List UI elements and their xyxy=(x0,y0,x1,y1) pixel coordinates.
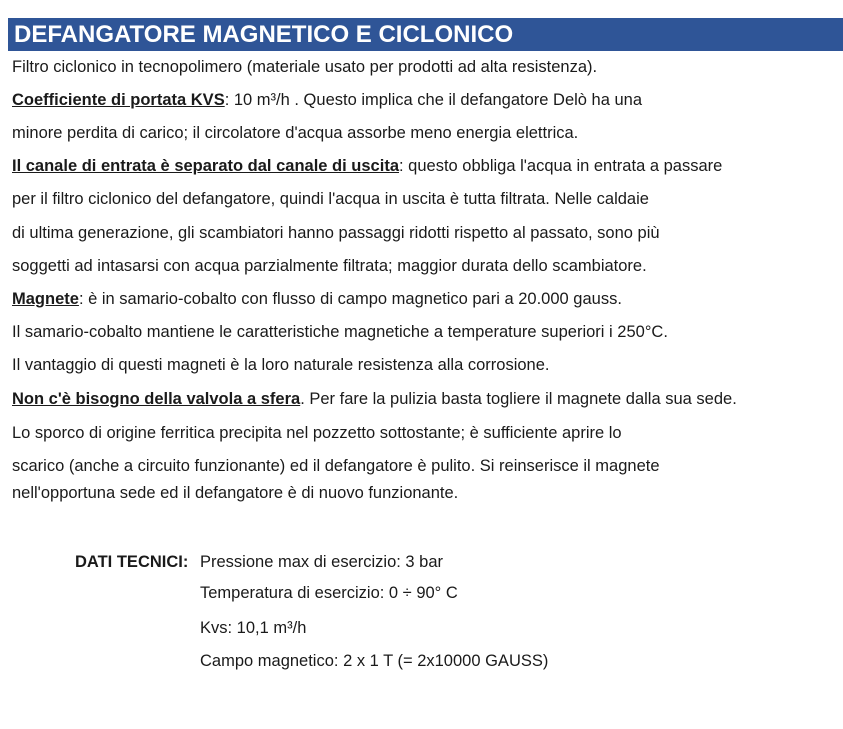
text-line-magnet-cont-2: Il vantaggio di questi magneti è la loro naturale resistenza alla corrosione. xyxy=(12,356,550,374)
magnet-heading: Magnete xyxy=(12,290,79,308)
text-line-kvs xyxy=(12,90,642,110)
valve-heading: Non c'è bisogno della valvola a sfera xyxy=(12,390,301,408)
page-title: DEFANGATORE MAGNETICO E CICLONICO xyxy=(8,18,843,51)
channel-text: : questo obbliga l'acqua in entrata a passare xyxy=(399,157,723,175)
text-line-valve xyxy=(12,389,737,409)
text-line-magnet-cont-1: Il samario-cobalto mantiene le caratteristiche magnetiche a temperature superiori i 250°C. xyxy=(12,323,668,341)
spec-kvs: Kvs: 10,1 m³/h xyxy=(200,619,307,637)
channel-heading: Il canale di entrata è separato dal canale di uscita xyxy=(12,157,399,175)
specs-label: DATI TECNICI: xyxy=(75,553,189,571)
kvs-heading: Coefficiente di portata KVS xyxy=(12,91,225,109)
text-line-valve-cont-1: Lo sporco di origine ferritica precipita nel pozzetto sottostante; è sufficiente aprire lo xyxy=(12,424,622,442)
kvs-text: : 10 m³/h . Questo implica che il defangatore Delò ha una xyxy=(224,91,643,109)
text-line-valve-cont-3: nell'opportuna sede ed il defangatore è di nuovo funzionante. xyxy=(12,484,459,502)
spec-pressure: Pressione max di esercizio: 3 bar xyxy=(200,553,444,571)
text-line-filter: Filtro ciclonico in tecnopolimero (materiale usato per prodotti ad alta resistenza). xyxy=(12,58,598,76)
spec-magnetic-field: Campo magnetico: 2 x 1 T (= 2x10000 GAUSS) xyxy=(200,652,549,670)
text-line-channel-cont-2: di ultima generazione, gli scambiatori hanno passaggi ridotti rispetto al passato, sono più xyxy=(12,224,660,242)
text-line-channel-cont-1: per il filtro ciclonico del defangatore, quindi l'acqua in uscita è tutta filtrata. Nelle caldaie xyxy=(12,190,649,208)
text-line-channel xyxy=(12,156,722,176)
text-line-kvs-cont: minore perdita di carico; il circolatore d'acqua assorbe meno energia elettrica. xyxy=(12,124,579,142)
spec-temperature: Temperatura di esercizio: 0 ÷ 90° C xyxy=(200,584,458,602)
valve-text: . Per fare la pulizia basta togliere il magnete dalla sua sede. xyxy=(300,390,737,408)
magnet-text: : è in samario-cobalto con flusso di campo magnetico pari a 20.000 gauss. xyxy=(78,290,622,308)
text-line-magnet xyxy=(12,289,622,309)
text-line-valve-cont-2: scarico (anche a circuito funzionante) ed il defangatore è pulito. Si reinserisce il magnete xyxy=(12,457,660,475)
text-line-channel-cont-3: soggetti ad intasarsi con acqua parzialmente filtrata; maggior durata dello scambiatore. xyxy=(12,257,647,275)
